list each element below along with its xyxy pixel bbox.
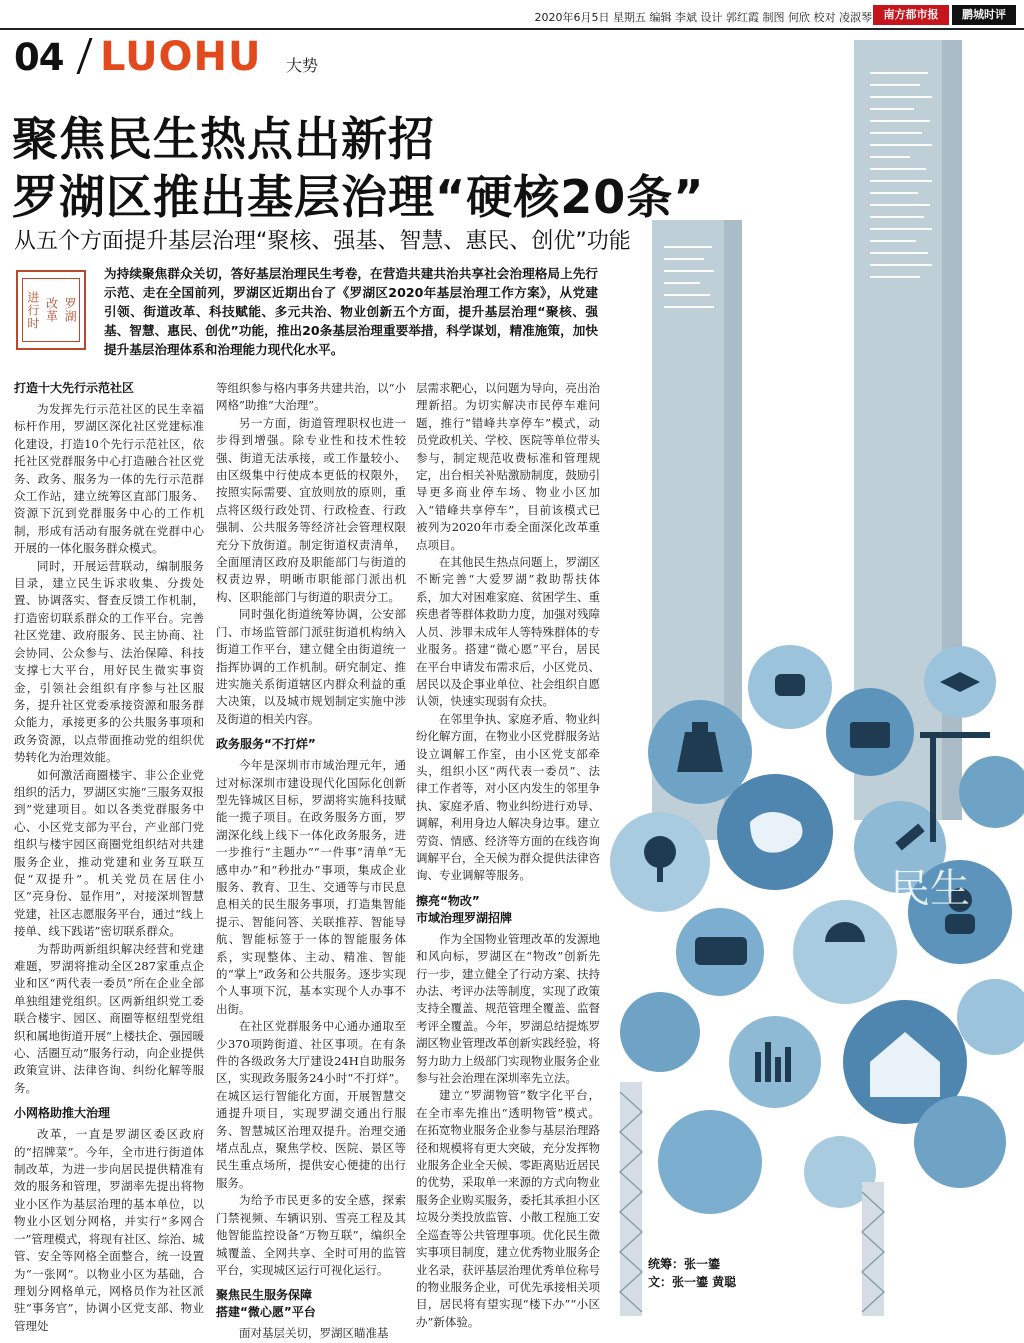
- paragraph: 等组织参与格内事务共建共治，以“小网格”助推“大治理”。: [216, 381, 406, 413]
- planner-credit: 统筹：张一鎏: [648, 1257, 721, 1271]
- stamp-text-1: 罗湖: [63, 297, 78, 323]
- article-column-1: [14, 380, 204, 1335]
- paragraph: 在邻里争执、家庭矛盾、物业纠纷化解方面，在物业小区党群服务站设立调解工作室，由小区党支部牵头，组织小区“两代表一委员”、法律工作者等，对小区内发生的邻里争执、家庭矛盾、物业纠纷进行劝导、调解，利用身边人解决身边事。建立劳资、情感、经济等方面的在线咨询调解平台，全天候为群众提供法律咨询、专业调解等服务。: [416, 711, 600, 883]
- lead-paragraph: 为持续聚焦群众关切，答好基层治理民生考卷，在营造共建共治共享社会治理格局上先行示范、走在全国前列，罗湖区近期出台了《罗湖区2020年基层治理工作方案》，从党建引领、街道改革、科技赋能、多元共治、物业创新五个方面，提升基层治理“聚核、强基、智慧、惠民、创优”功能，推出20条基层治理重要举措，科学谋划，精准施策，加快提升基层治理体系和治理能力现代化水平。: [104, 266, 598, 357]
- byline: [648, 1255, 736, 1291]
- page-number: 04: [14, 36, 64, 79]
- page-divider: [76, 38, 92, 74]
- briefcase-icon: [850, 722, 890, 748]
- subheading: [416, 893, 600, 927]
- reform-stamp: [16, 270, 86, 350]
- paragraph: 为帮助两新组织解决经营和党建难题，罗湖将推动全区287家重点企业和区“两代表一委员”所在企业全部单独组建党组织。区两新组织党工委联合楼宇、园区、商圈等枢纽型党组织和属地街道开展“上楼扶企、强园暖心、活圈互动”服务行动，向企业提供政策宣讲、法律咨询、纠纷化解等服务。: [14, 941, 204, 1095]
- subheadline: 从五个方面提升基层治理“聚核、强基、智慧、惠民、创优”功能: [14, 229, 631, 254]
- paragraph: 同时，开展运营联动，编制服务目录，建立民生诉求收集、分拨处置、协调落实、督查反馈工作机制，打造密切联系群众的工作平台。完善社区党建、政府服务、民主协商、社会协同、公众参与、法治保障、科技支撑七大平台，用好民生微实事资金，引领社会组织有序参与社区服务，提升社区党委承接资源和服务群众能力，承接更多的公共服务事项和政务资源，以点带面推动党的组织优势转化为治理效能。: [14, 558, 204, 765]
- paragraph: 改革，一直是罗湖区委区政府的“招牌菜”。今年，全市进行街道体制改革，为进一步向居民提供精准有效的服务和管理，罗湖率先提出将物业小区作为基层治理的基本单位，以物业小区划分网格，并实行“多网合一”管理模式，将现有社区、综治、城管、安全等网格全面整合，统一设置为“一张网”。以物业小区为基础，合理划分网格单元，网格员作为社区派驻“事务官”，协调小区党支部、物业管理处: [14, 1127, 204, 1333]
- paragraph: 在其他民生热点问题上，罗湖区不断完善“大爱罗湖”救助帮扶体系，加大对困难家庭、贫困学生、重疾患者等群体救助力度，加强对残障人员、涉罪未成年人等特殊群体的专业服务。搭建“微心愿”平台，居民在平台申请发布需求后，小区党员、居民以及企事业单位、社会组织自愿认领，快速实现弱有众扶。: [416, 555, 600, 709]
- issue-meta: 2020年6月5日 星期五 编辑 李斌 设计 郭红霞 制图 何欣 校对 凌淑琴: [534, 11, 872, 24]
- writer-credit: 文：张一鎏 黄聪: [648, 1275, 737, 1289]
- paragraph: 建立“罗湖物管”数字化平台，在全市率先推出“透明物管”模式。在拓宽物业服务企业参与基层治理路径和规模将有更大突破，充分发挥物业服务企业全天候、零距离贴近居民的优势，采取单一来源的方式向物业服务企业购买服务，委托其承担小区垃圾分类投放监管、小散工程施工安全巡查等公共管理事项。优化民生微实事项目制度，建立优秀物业服务企业名录，获评基层治理优秀单位称号的物业服务企业，可优先承接相关项目，居民将有望实现“楼下办”“小区办”新体验。: [416, 1088, 600, 1329]
- paragraph: 为给予市民更多的安全感，探索门禁视频、车辆识别、雪亮工程及其他智能监控设备“万物互联”，编织全城覆盖、全网共享、全时可用的监管平台，实现城区运行可视化运行。: [216, 1193, 406, 1277]
- paragraph: 面对基层关切，罗湖区瞄准基: [239, 1326, 389, 1341]
- illustration-label: 民生: [890, 866, 970, 912]
- insert-logo: 鹏城时评: [952, 5, 1016, 25]
- subheading-line: 聚焦民生服务保障: [216, 1288, 313, 1303]
- bus-icon: [695, 937, 747, 965]
- subheading: 政务服务“不打烊”: [216, 737, 316, 752]
- paragraph: 另一方面，街道管理职权也进一步得到增强。除专业性和技术性较强、街道无法承接，或工作量较小、由区级集中行使成本更低的权限外，按照实际需要、宜放则放的原则，重点将区级行政处罚、行政检查、行政强制、公共服务等经济社会管理权限充分下放街道。制定街道权责清单，全面厘清区政府及职能部门与街道的权责边界，明晰市职能部门派出机构、区职能部门与街道的职责分工。: [216, 415, 406, 604]
- paragraph: 如何激活商圈楼宇、非公企业党组织的活力，罗湖区实施“三服务双报到”党建项目。如以各类党群服务中心、小区党支部为平台，产业部门党组织与楼宇园区商圈党组织结对共建服务企业，推动党建和业务互联互促“双提升”。机关党员在居住小区“亮身份、显作用”，对接深圳智慧党建，社区志愿服务平台，通过“线上接单、线下践诺”密切联系群众。: [14, 767, 204, 939]
- subheading: 打造十大先行示范社区: [14, 381, 135, 395]
- subheading-line: 搭建“微心愿”平台: [216, 1305, 316, 1320]
- paragraph: 为发挥先行示范社区的民生幸福标杆作用，罗湖区深化社区党建标准化建设，打造10个先行示范社区，依托社区党群服务中心打造融合社区党务、政务、服务为一体的先行示范群众工作站，建立统筹区直部门服务、资源下沉到党群服务中心的工作机制，形成有活动有服务就在党群中心开展的一体化服务群众模式。: [14, 402, 204, 556]
- paragraph: 在社区党群服务中心通办通取至少370项跨街道、社区事项。在有条件的各级政务大厅建设24H自助服务区，实现政务服务24小时“不打烊”。在城区运行智能化方面，开展智慧交通提升项目，实现罗湖交通出行服务、智慧城区治理双提升。治理交通堵点乱点，聚焦学校、医院、景区等民生重点场所，提供安心便捷的出行服务。: [216, 1019, 406, 1190]
- headline-line1: 聚焦民生热点出新招: [12, 112, 435, 166]
- newspaper-logo: 南方都市报: [873, 5, 949, 25]
- subheading: [216, 1287, 406, 1321]
- headline-line2: 罗湖区推出基层治理“硬核20条”: [12, 170, 705, 224]
- stamp-text-3: 进行时: [25, 290, 40, 330]
- paragraph: 层需求靶心，以问题为导向，亮出治理新招。为切实解决市民停车难问题，推行“错峰共享停车”模式，动员党政机关、学校、医院等单位带头参与，制定规范收费标准和管理规定，出台相关补贴激励制度，鼓励引导更多商业停车场、物业小区加入“错峰共享停车”，目前该模式已被列为2020年市委全面深化改革重点项目。: [416, 381, 600, 552]
- bar-chart-icon: [755, 1052, 761, 1082]
- paragraph: 同时强化街道统筹协调，公安部门、市场监管部门派驻街道机构纳入街道工作平台，建立健全由街道统一指挥协调的工作机制。研究制定、推进实施关系街道辖区内群众利益的重大决策，以及城市规划制定实施中涉及街道的相关内容。: [216, 607, 406, 726]
- subheading-line: 擦亮“物改”: [416, 893, 480, 908]
- subheading-line: 市域治理罗湖招牌: [416, 910, 513, 925]
- top-bar: [0, 0, 1024, 30]
- paragraph: 作为全国物业管理改革的发源地和风向标，罗湖区在“物改”创新先行一步，建立健全了行动方案、扶持办法、考评办法等制度，实现了政策支持全覆盖、规范管理全覆盖、监督考评全覆盖。今年，罗湖总结提炼罗湖区物业管理改革创新实践经验，将努力助力上级部门实现物业服务企业参与社会治理在深圳率先立法。: [416, 931, 600, 1086]
- section-name: LUOHU: [100, 34, 262, 80]
- subheading: 小网格助推大治理: [14, 1106, 111, 1121]
- article-column-3: [416, 380, 600, 1331]
- section-subtitle: 大势: [286, 56, 319, 75]
- paragraph: 今年是深圳市市域治理元年，通过对标深圳市建设现代化国际化创新型先锋城区目标，罗湖将实施科技赋能一揽子项目。在政务服务方面，罗湖深化线上线下一体化政务服务，进一步推行“主题办”“一件事”清单“无感申办”和“秒批办”事项，集成企业服务、教育、卫生、交通等与市民息息相关的民生服务事项，打造集智能提示、智能问答、关联推荐、智能导航、智能标签于一体的智能服务体系，实现整体、主动、精准、智能的“掌上”政务和公共服务。逐步实现个人事项下沉，基本实现个人办事不出街。: [216, 758, 406, 1016]
- stamp-text-2: 改革: [44, 297, 59, 323]
- article-column-2: [216, 380, 406, 1343]
- binoculars-icon: [775, 674, 805, 696]
